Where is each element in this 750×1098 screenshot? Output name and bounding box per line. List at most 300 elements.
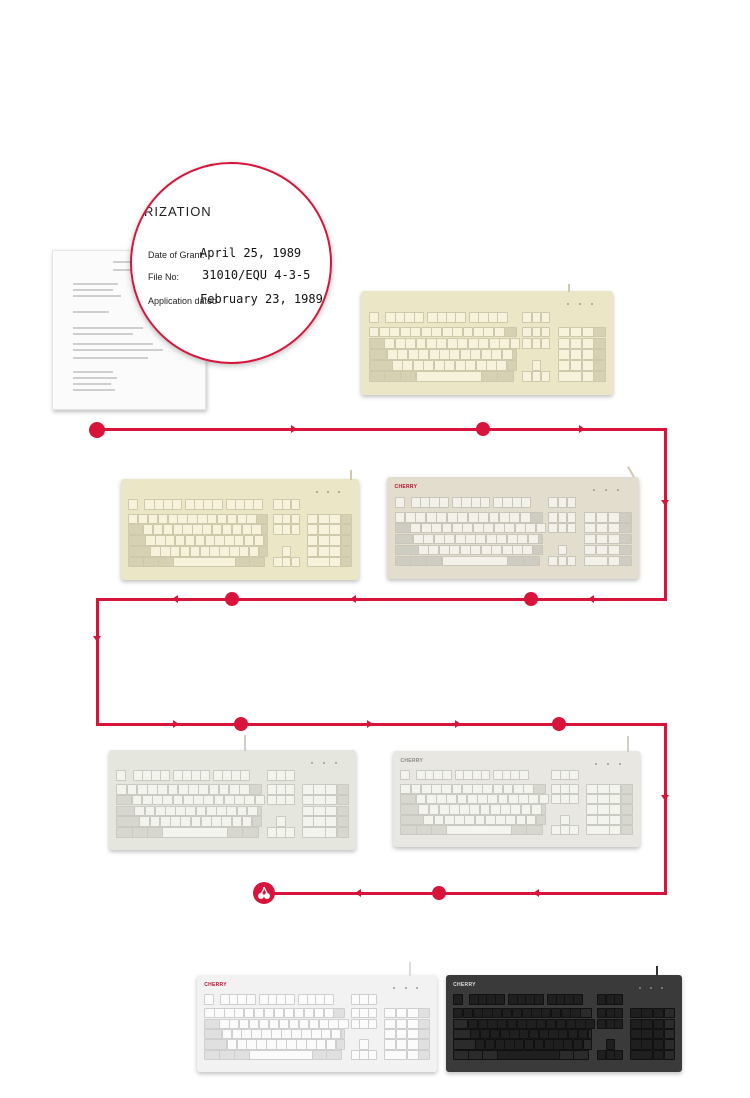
arrow-right-icon xyxy=(173,720,179,728)
key xyxy=(496,534,507,545)
status-led xyxy=(591,303,593,305)
key xyxy=(222,524,232,535)
key xyxy=(558,512,568,523)
key xyxy=(180,816,191,827)
key xyxy=(541,1008,551,1018)
key xyxy=(502,545,513,556)
key xyxy=(478,512,489,523)
key xyxy=(234,1008,244,1018)
key xyxy=(558,360,570,371)
key xyxy=(664,1008,676,1018)
key xyxy=(304,1008,314,1018)
key xyxy=(614,994,623,1004)
key xyxy=(449,804,460,814)
brand-logo: CHERRY xyxy=(453,981,476,988)
key xyxy=(570,327,582,338)
key xyxy=(447,512,458,523)
key xyxy=(630,1008,642,1018)
key xyxy=(453,1019,468,1029)
key xyxy=(271,1029,281,1039)
key xyxy=(128,514,138,525)
key xyxy=(410,523,421,534)
key xyxy=(558,523,568,534)
key xyxy=(468,338,479,349)
key xyxy=(128,557,144,568)
key xyxy=(400,794,416,804)
key xyxy=(369,360,393,371)
key xyxy=(158,557,174,568)
key xyxy=(596,512,608,523)
key xyxy=(128,546,151,557)
key xyxy=(227,827,243,838)
key xyxy=(192,524,202,535)
key xyxy=(229,784,240,795)
key xyxy=(421,327,432,338)
key xyxy=(499,338,510,349)
key xyxy=(596,534,608,545)
key xyxy=(520,512,531,523)
arrow-down-icon xyxy=(661,500,669,506)
key xyxy=(289,1019,299,1029)
key xyxy=(533,784,545,794)
key xyxy=(338,1019,348,1029)
key xyxy=(336,1039,345,1049)
key xyxy=(507,360,517,371)
key xyxy=(558,371,582,382)
key xyxy=(232,524,242,535)
key xyxy=(521,804,532,814)
key xyxy=(285,827,295,838)
key xyxy=(384,1019,396,1029)
key xyxy=(224,795,235,806)
arrow-right-icon xyxy=(579,425,585,433)
key xyxy=(249,1019,259,1029)
key xyxy=(436,512,447,523)
key xyxy=(452,327,463,338)
key xyxy=(204,994,214,1004)
key xyxy=(341,535,353,546)
key xyxy=(337,795,349,806)
key xyxy=(586,825,610,835)
key xyxy=(493,784,504,794)
arrow-down-icon xyxy=(93,636,101,642)
key xyxy=(436,794,447,804)
key xyxy=(155,535,165,546)
key xyxy=(341,557,353,568)
key xyxy=(439,349,450,360)
key xyxy=(257,806,262,817)
key xyxy=(428,545,439,556)
key xyxy=(621,815,633,825)
key xyxy=(282,557,291,568)
status-led xyxy=(579,303,581,305)
key xyxy=(526,1019,536,1029)
key xyxy=(531,1008,541,1018)
key xyxy=(455,534,466,545)
key xyxy=(619,512,631,523)
key xyxy=(541,371,551,382)
key xyxy=(400,327,411,338)
key xyxy=(261,524,268,535)
key xyxy=(494,523,505,534)
key xyxy=(496,360,507,371)
key xyxy=(459,804,470,814)
key xyxy=(580,1008,592,1018)
key xyxy=(227,514,237,525)
key xyxy=(573,1039,583,1049)
key xyxy=(404,312,414,323)
key xyxy=(276,816,286,827)
key xyxy=(447,338,458,349)
key xyxy=(442,523,453,534)
key xyxy=(418,1039,430,1049)
key xyxy=(522,545,533,556)
key xyxy=(416,338,427,349)
key xyxy=(517,1019,527,1029)
key xyxy=(234,535,244,546)
key xyxy=(597,804,609,814)
key xyxy=(244,535,254,546)
key xyxy=(165,806,176,817)
key xyxy=(168,784,179,795)
key xyxy=(439,545,450,556)
key xyxy=(329,557,341,568)
key xyxy=(369,349,388,360)
key xyxy=(423,815,434,825)
key xyxy=(162,827,227,838)
key xyxy=(396,1008,408,1018)
key xyxy=(457,512,468,523)
key xyxy=(282,499,291,510)
key xyxy=(541,327,551,338)
key xyxy=(491,349,502,360)
key xyxy=(442,556,509,567)
key xyxy=(439,804,450,814)
key xyxy=(426,338,437,349)
key xyxy=(142,795,153,806)
key xyxy=(477,794,488,804)
key xyxy=(532,327,542,338)
key xyxy=(434,815,445,825)
key xyxy=(384,1008,396,1018)
key xyxy=(551,1008,561,1018)
key xyxy=(246,514,256,525)
key xyxy=(569,770,579,780)
status-led xyxy=(311,762,313,764)
cherry-logo-icon[interactable] xyxy=(253,882,275,904)
key xyxy=(421,784,432,794)
key xyxy=(413,534,424,545)
key xyxy=(205,535,215,546)
key xyxy=(510,338,521,349)
key xyxy=(480,1029,490,1039)
key xyxy=(291,499,300,510)
key xyxy=(548,556,558,567)
timeline-segment xyxy=(664,723,667,895)
key xyxy=(444,360,455,371)
timeline-dot[interactable] xyxy=(552,717,566,731)
key xyxy=(473,523,484,534)
key xyxy=(239,546,249,557)
key xyxy=(567,512,577,523)
key xyxy=(653,1019,665,1029)
key xyxy=(204,1050,220,1060)
key xyxy=(470,545,481,556)
key xyxy=(214,1008,224,1018)
key xyxy=(116,770,126,781)
keyboard-4 xyxy=(109,750,356,850)
key xyxy=(485,815,496,825)
key xyxy=(524,1039,534,1049)
file-no-label: File No: xyxy=(148,272,180,282)
cable xyxy=(627,736,629,752)
key xyxy=(172,499,182,510)
timeline-dot[interactable] xyxy=(234,717,248,731)
key xyxy=(582,327,594,338)
key xyxy=(460,349,471,360)
key xyxy=(148,514,158,525)
key xyxy=(608,523,620,534)
timeline-segment xyxy=(664,428,667,601)
key xyxy=(619,556,631,567)
key xyxy=(379,327,390,338)
key xyxy=(517,534,528,545)
key xyxy=(452,523,463,534)
key xyxy=(512,1008,522,1018)
key xyxy=(532,371,542,382)
key xyxy=(281,1029,291,1039)
timeline-dot[interactable] xyxy=(225,592,239,606)
key xyxy=(561,1008,571,1018)
key xyxy=(204,1029,222,1039)
key xyxy=(369,371,386,382)
key xyxy=(285,994,295,1004)
key xyxy=(116,816,140,827)
key xyxy=(202,524,212,535)
key xyxy=(397,349,408,360)
key xyxy=(442,327,453,338)
key xyxy=(548,512,558,523)
key xyxy=(553,1039,563,1049)
key xyxy=(224,535,234,546)
key xyxy=(197,514,207,525)
key xyxy=(457,794,468,804)
key xyxy=(200,546,210,557)
key xyxy=(328,1019,338,1029)
key xyxy=(384,1050,407,1060)
key xyxy=(516,815,527,825)
key xyxy=(481,770,491,780)
key xyxy=(586,815,598,825)
key xyxy=(492,1008,502,1018)
timeline-dot[interactable] xyxy=(524,592,538,606)
key xyxy=(405,512,416,523)
key xyxy=(226,806,237,817)
key xyxy=(614,1019,623,1029)
key xyxy=(455,360,466,371)
key xyxy=(168,514,178,525)
key xyxy=(259,546,268,557)
status-led xyxy=(617,489,619,491)
key xyxy=(396,1019,408,1029)
key xyxy=(457,338,468,349)
key xyxy=(578,1029,588,1039)
key xyxy=(431,784,442,794)
timeline-dot[interactable] xyxy=(432,886,446,900)
key xyxy=(147,827,163,838)
key xyxy=(608,512,620,523)
key xyxy=(541,804,546,814)
key xyxy=(641,1008,653,1018)
key xyxy=(465,360,476,371)
key xyxy=(282,546,291,557)
key xyxy=(239,784,250,795)
key xyxy=(504,327,516,338)
key xyxy=(255,795,266,806)
key xyxy=(407,1029,419,1039)
key xyxy=(567,556,577,567)
key xyxy=(241,1029,251,1039)
status-led xyxy=(607,763,609,765)
key xyxy=(407,1019,419,1029)
key xyxy=(532,360,542,371)
key xyxy=(507,556,524,567)
key xyxy=(341,524,353,535)
key xyxy=(175,535,185,546)
key xyxy=(593,327,605,338)
document-title: RIZATION xyxy=(144,204,212,219)
key xyxy=(405,338,416,349)
key xyxy=(369,312,379,323)
key xyxy=(249,784,261,795)
key xyxy=(521,497,531,508)
key xyxy=(453,1050,469,1060)
key xyxy=(597,1019,606,1029)
key xyxy=(246,994,256,1004)
key xyxy=(485,1039,495,1049)
arrow-down-icon xyxy=(661,795,669,801)
key xyxy=(541,338,551,349)
key xyxy=(384,1029,396,1039)
key xyxy=(211,816,222,827)
key xyxy=(486,534,497,545)
key xyxy=(128,499,138,510)
key xyxy=(494,327,505,338)
key xyxy=(468,1019,478,1029)
key xyxy=(319,1019,329,1029)
key xyxy=(247,806,258,817)
key xyxy=(219,1019,229,1029)
key xyxy=(239,1019,249,1029)
key xyxy=(431,523,442,534)
key xyxy=(264,1008,274,1018)
key xyxy=(532,338,542,349)
key xyxy=(481,349,492,360)
key xyxy=(502,497,512,508)
key xyxy=(548,523,558,534)
key xyxy=(582,338,594,349)
key xyxy=(609,784,621,794)
key xyxy=(325,827,337,838)
file-no-value: 31010/EQU 4-3-5 xyxy=(202,268,311,282)
key xyxy=(593,338,605,349)
grant-date-label: Date of Grant: xyxy=(148,250,205,260)
key xyxy=(597,794,609,804)
key xyxy=(464,815,475,825)
key xyxy=(368,994,377,1004)
key xyxy=(470,349,481,360)
key xyxy=(276,1039,286,1049)
key xyxy=(400,371,417,382)
key xyxy=(282,524,291,535)
key xyxy=(619,534,631,545)
key xyxy=(325,806,337,817)
key xyxy=(157,784,168,795)
key xyxy=(538,534,543,545)
cable xyxy=(656,966,658,976)
key xyxy=(299,1019,309,1029)
key xyxy=(407,1039,419,1049)
key xyxy=(302,795,314,806)
key xyxy=(585,1019,595,1029)
key xyxy=(207,514,217,525)
timeline-dot[interactable] xyxy=(89,422,105,438)
key xyxy=(512,349,517,360)
key xyxy=(396,1029,408,1039)
key xyxy=(519,770,529,780)
key xyxy=(324,1008,334,1018)
key xyxy=(505,815,516,825)
key xyxy=(416,825,432,835)
timeline-segment xyxy=(96,598,99,726)
key xyxy=(209,546,219,557)
key xyxy=(495,815,506,825)
key xyxy=(279,1019,289,1029)
key xyxy=(291,1029,301,1039)
key xyxy=(132,827,148,838)
timeline-dot[interactable] xyxy=(476,422,490,436)
key xyxy=(593,371,605,382)
key xyxy=(116,795,132,806)
cable xyxy=(627,466,635,477)
key xyxy=(212,524,222,535)
key xyxy=(204,1008,214,1018)
key xyxy=(482,784,493,794)
key xyxy=(395,534,414,545)
key xyxy=(155,806,166,817)
key xyxy=(384,338,395,349)
key xyxy=(434,534,445,545)
key xyxy=(476,360,487,371)
status-led xyxy=(605,489,607,491)
key xyxy=(251,524,261,535)
key xyxy=(286,1039,296,1049)
key xyxy=(337,806,349,817)
key xyxy=(246,1039,256,1049)
key xyxy=(558,1029,568,1039)
key xyxy=(407,1008,419,1018)
key xyxy=(392,360,403,371)
arrow-left-icon xyxy=(355,889,361,897)
key xyxy=(500,1029,510,1039)
arrow-left-icon xyxy=(533,889,539,897)
key xyxy=(329,546,341,557)
key xyxy=(426,512,437,523)
key xyxy=(249,1050,313,1060)
key xyxy=(313,816,325,827)
key xyxy=(455,312,465,323)
key xyxy=(486,360,497,371)
